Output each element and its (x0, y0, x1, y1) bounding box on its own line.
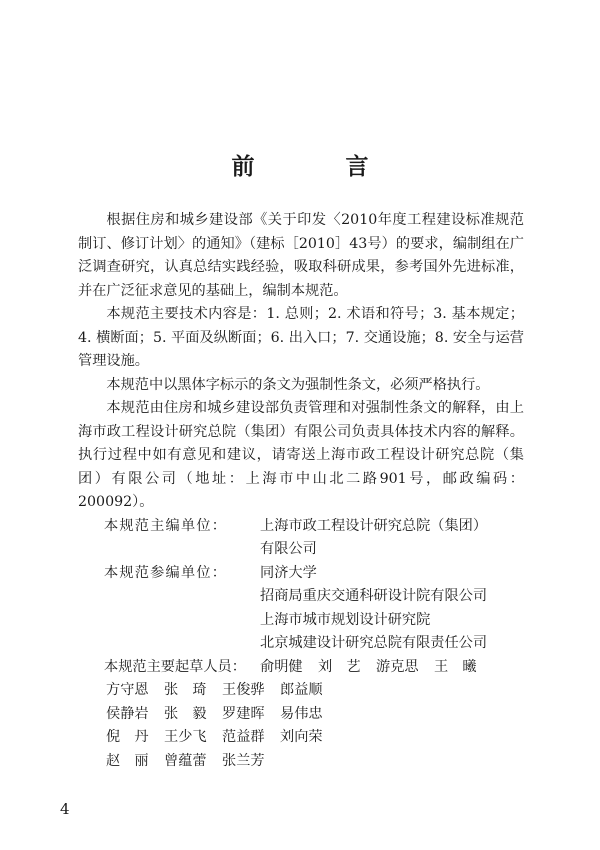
page-title: 前 言 (231, 154, 403, 180)
participating-unit-item: 招商局重庆交通科研设计院有限公司 (260, 588, 488, 604)
chief-unit-continuation: 有限公司 (260, 541, 317, 557)
participating-unit-row (78, 562, 524, 586)
drafter-name: 曾蕴蕾 (164, 752, 207, 769)
participating-unit-item: 北京城建设计研究总院有限责任公司 (260, 635, 488, 651)
page-number: 4 (60, 800, 70, 818)
chief-unit-row (78, 515, 524, 539)
chief-unit-value: 上海市政工程设计研究总院（集团） (260, 517, 488, 534)
drafter-name: 刘 艺 (318, 658, 361, 675)
drafter-name: 易伟忠 (280, 705, 323, 722)
drafters-row (78, 679, 524, 703)
participating-unit-item: 同济大学 (260, 564, 317, 581)
drafters-row (78, 656, 524, 680)
drafter-name: 王少飞 (164, 729, 207, 745)
drafter-name: 方守恩 (106, 682, 149, 698)
drafter-name: 倪 丹 (106, 729, 149, 745)
drafters-row (78, 750, 524, 774)
drafter-name: 俞明健 (260, 658, 303, 675)
participating-unit-label: 本规范参编单位： (104, 564, 228, 581)
drafter-name: 罗建晖 (222, 705, 265, 722)
drafter-name: 张兰芳 (222, 752, 265, 769)
participating-unit-item: 上海市城市规划设计研究院 (260, 611, 431, 628)
drafters-label: 本规范主要起草人员： (104, 658, 246, 675)
foreword-body (78, 209, 524, 773)
drafter-name: 王 曦 (434, 658, 477, 675)
drafter-name: 王俊骅 (222, 682, 265, 698)
drafter-name: 刘向荣 (280, 729, 323, 745)
chief-unit-label: 本规范主编单位： (104, 517, 228, 534)
drafter-name: 张 毅 (164, 705, 207, 722)
drafters-row (78, 703, 524, 727)
drafter-name: 赵 丽 (106, 752, 149, 769)
paragraph-contents: 本规范主要技术内容是：1. 总则；2. 术语和符号；3. 基本规定；4. 横断面；5. 平面及纵断面；6. 出入口；7. 交通设施；8. 安全与运营管理设施。 (78, 306, 524, 369)
paragraph-mandatory: 本规范中以黑体字标示的条文为强制性条文，必须严格执行。 (106, 376, 490, 393)
drafter-name: 郎益顺 (280, 682, 323, 698)
drafter-name: 范益群 (222, 729, 265, 745)
drafter-name: 张 琦 (164, 682, 207, 698)
drafter-name: 游克思 (376, 658, 419, 675)
drafters-row (78, 726, 524, 750)
drafter-name: 侯静岩 (106, 705, 149, 722)
paragraph-background: 根据住房和城乡建设部《关于印发〈2010年度工程建设标准规范制订、修订计划〉的通知》（建标［2010］43号）的要求，编制组在广泛调查研究，认真总结实践经验，吸取科研成果，参考国外先进标准，并在广泛征求意见的基础上，编制本规范。 (78, 212, 524, 299)
paragraph-management: 本规范由住房和城乡建设部负责管理和对强制性条文的解释，由上海市政工程设计研究总院（集团）有限公司负责具体技术内容的解释。执行过程中如有意见和建议，请寄送上海市政工程设计研究总院（集团）有限公司（地址：上海市中山北二路901号，邮政编码：200092）。 (78, 400, 524, 510)
